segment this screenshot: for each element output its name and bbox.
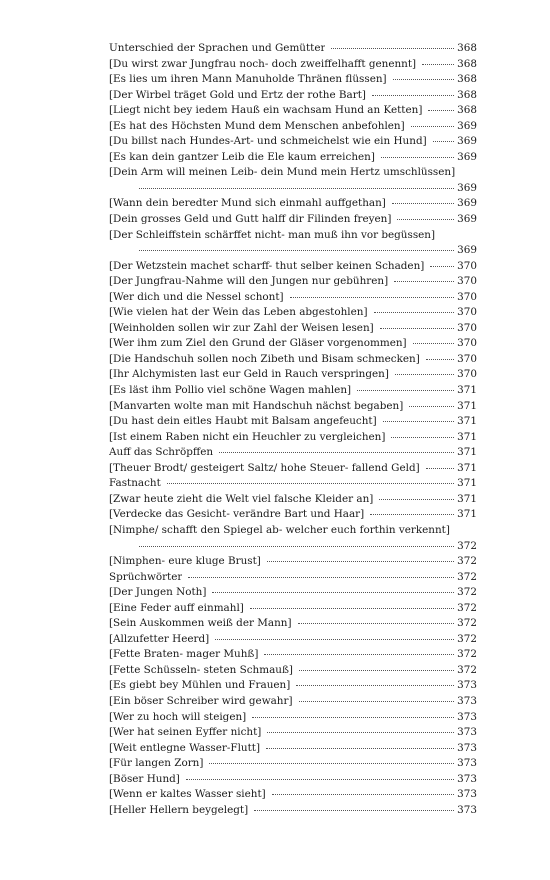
toc-entry-title: [Böser Hund] [109,772,180,785]
toc-entry [109,414,477,430]
toc-entry [109,57,477,73]
toc-entry-title: Unterschied der Sprachen und Gemütter [109,42,326,54]
toc-entry-title: [Der Wetzstein machet scharff- thut selber keinen Schaden] [109,259,425,272]
toc-entry-page: 372 [457,570,477,583]
toc-entry-page: 373 [457,772,477,785]
dot-leader [426,359,454,360]
toc-entry-title: [Liegt nicht bey iedem Hauß ein wachsam Hund an Ketten] [109,104,423,117]
dot-leader [372,95,454,96]
dot-leader [252,717,454,718]
dot-leader [422,64,454,65]
toc-entry [109,601,477,617]
toc-entry-page: 369 [457,244,477,257]
toc-entry-page: 371 [457,461,477,474]
dot-leader [395,374,454,375]
toc-entry-page: 373 [457,757,477,770]
dot-leader [254,810,454,811]
toc-entry-title: [Der Jungen Noth] [109,586,207,599]
toc-entry-title: [Dein Arm will meinen Leib- dein Mund mein Hertz umschlüssen] [109,166,456,179]
dot-leader [383,421,455,422]
toc-entry [109,772,477,788]
toc-entry [109,41,477,57]
dot-leader [219,452,454,453]
toc-entry-page: 370 [457,290,477,303]
toc-entry [109,134,477,150]
dot-leader [430,266,454,267]
toc-entry-title: Sprüchwörter [109,570,183,583]
toc-entry-page: 369 [457,181,477,194]
toc-entry [109,554,477,570]
toc-entry-title: [Es läst ihm Pollio viel schöne Wagen mahlen] [109,384,352,397]
toc-entry-title: [Wer zu hoch will steigen] [109,710,247,723]
toc-entry-title: [Zwar heute zieht die Welt viel falsche Kleider an] [109,492,374,505]
toc-entry [109,803,477,819]
toc-entry-title: [Verdecke das Gesicht- verändre Bart und Haar] [109,508,365,521]
toc-entry [109,476,477,492]
toc-entry [109,678,477,694]
dot-leader [272,794,454,795]
toc-entry-title: [Weinholden sollen wir zur Zahl der Weisen lesen] [109,321,374,334]
toc-entry-page: 370 [457,321,477,334]
dot-leader [296,685,454,686]
toc-entry-page: 371 [457,446,477,459]
toc-entry-title: [Du wirst zwar Jungfrau noch- doch zweiffelhafft genennt] [109,57,417,70]
toc-entry [109,523,477,554]
toc-entry-page: 371 [457,384,477,397]
toc-entry-page: 373 [457,803,477,816]
toc-entry-title: [Eine Feder auff einmahl] [109,601,244,614]
dot-leader [381,157,454,158]
dot-leader [139,546,454,547]
toc-entry-title: [Ein böser Schreiber wird gewahr] [109,694,293,707]
toc-entry-title: [Die Handschuh sollen noch Zibeth und Bisam schmecken] [109,352,420,365]
toc-entry-title: [Theuer Brodt/ gesteigert Saltz/ hohe Steuer- fallend Geld] [109,461,420,474]
dot-leader [392,203,454,204]
dot-leader [391,437,454,438]
dot-leader [397,219,454,220]
toc-entry-page: 372 [457,539,477,552]
toc-entry-title: [Es kan dein gantzer Leib die Ele kaum erreichen] [109,150,375,163]
dot-leader [426,468,454,469]
toc-entry-page: 373 [457,788,477,801]
toc-entry [109,399,477,415]
dot-leader [139,250,454,251]
dot-leader [428,110,454,111]
dot-leader [298,623,455,624]
toc-entry-page: 370 [457,337,477,350]
toc-entry-page: 371 [457,508,477,521]
dot-leader [267,732,454,733]
dot-leader [380,328,454,329]
toc-entry-title: [Wer hat seinen Eyffer nicht] [109,726,262,739]
toc-entry [109,430,477,446]
toc-entry-page: 372 [457,663,477,676]
toc-entry-page: 369 [457,213,477,226]
toc-entry [109,352,477,368]
toc-entry-page: 373 [457,694,477,707]
toc-entry-title: [Es hat des Höchsten Mund dem Menschen anbefohlen] [109,119,405,132]
toc-entry-title: [Manvarten wolte man mit Handschuh nächst begaben] [109,399,404,412]
dot-leader [167,483,454,484]
toc-entry [109,725,477,741]
toc-entry-title: [Fette Schüsseln- steten Schmauß] [109,663,293,676]
dot-leader [413,343,455,344]
toc-entry-title: [Wann dein beredter Mund sich einmahl auffgethan] [109,197,386,210]
dot-leader [267,561,454,562]
toc-entry [109,336,477,352]
toc-entry [109,72,477,88]
dot-leader [299,701,455,702]
toc-entry [109,103,477,119]
toc-entry-page: 373 [457,679,477,692]
toc-entry [109,787,477,803]
dot-leader [394,281,454,282]
toc-entry [109,274,477,290]
toc-entry [109,321,477,337]
toc-entry-page: 369 [457,119,477,132]
dot-leader [188,577,454,578]
toc-entry-title: [Nimphen- eure kluge Brust] [109,555,261,568]
toc-entry [109,461,477,477]
toc-entry [109,196,477,212]
toc-entry-title: [Ist einem Raben nicht ein Heuchler zu vergleichen] [109,430,386,443]
dot-leader [209,763,454,764]
toc-entry-title: [Der Jungfrau-Nahme will den Jungen nur gebühren] [109,275,389,288]
toc-entry-title: [Nimphe/ schafft den Spiegel ab- welcher euch forthin verkennt] [109,523,450,536]
toc-entry-page: 368 [457,57,477,70]
toc-entry [109,570,477,586]
toc-entry-page: 373 [457,710,477,723]
toc-entry [109,367,477,383]
toc-entry-page: 370 [457,259,477,272]
toc-entry-page: 373 [457,741,477,754]
toc-entry-page: 371 [457,399,477,412]
toc-entry-page: 373 [457,726,477,739]
toc-entry-page: 372 [457,555,477,568]
toc-entry-page: 372 [457,601,477,614]
toc-entry [109,632,477,648]
toc-entry [109,150,477,166]
toc-entry-title: [Wie vielen hat der Wein das Leben abgestohlen] [109,306,368,319]
toc-entry-title: [Heller Hellern beygelegt] [109,803,249,816]
table-of-contents [109,41,477,818]
dot-leader [139,188,454,189]
toc-entry-page: 371 [457,492,477,505]
toc-entry-title: [Es lies um ihren Mann Manuholde Thränen flüssen] [109,73,387,86]
toc-entry [109,228,477,259]
toc-entry-title: [Fette Braten- mager Muhß] [109,648,259,661]
toc-entry-page: 368 [457,88,477,101]
toc-entry-title: [Es giebt bey Mühlen und Frauen] [109,679,291,692]
toc-entry [109,741,477,757]
toc-entry-title: [Für langen Zorn] [109,757,204,770]
toc-entry-page: 372 [457,617,477,630]
dot-leader [411,126,455,127]
toc-entry-page: 369 [457,135,477,148]
dot-leader [393,79,455,80]
toc-entry [109,507,477,523]
toc-entry-title: Fastnacht [109,477,161,490]
toc-entry-title: [Du hast dein eitles Haubt mit Balsam angefeucht] [109,415,377,428]
toc-entry-page: 368 [457,42,477,54]
dot-leader [374,312,455,313]
dot-leader [433,141,455,142]
toc-entry [109,165,477,196]
toc-entry-title: [Der Schleiffstein schärffet nicht- man muß ihn vor begüssen] [109,228,436,241]
toc-entry-page: 368 [457,104,477,117]
dot-leader [357,390,454,391]
toc-entry [109,119,477,135]
toc-entry-page: 370 [457,352,477,365]
toc-entry [109,663,477,679]
dot-leader [379,499,454,500]
toc-entry-title: [Der Wirbel träget Gold und Ertz der rothe Bart] [109,88,366,101]
toc-entry [109,305,477,321]
toc-entry-title: Auff das Schröpffen [109,446,214,459]
toc-entry-page: 371 [457,415,477,428]
toc-entry-title: [Du billst nach Hundes-Art- und schmeichelst wie ein Hund] [109,135,427,148]
dot-leader [212,592,454,593]
toc-entry-page: 371 [457,477,477,490]
toc-entry-page: 370 [457,275,477,288]
toc-entry-title: [Wenn er kaltes Wasser sieht] [109,788,266,801]
toc-entry [109,756,477,772]
toc-entry-page: 369 [457,150,477,163]
toc-entry [109,290,477,306]
dot-leader [409,406,454,407]
dot-leader [186,779,454,780]
toc-entry-page: 368 [457,73,477,86]
toc-entry-page: 372 [457,648,477,661]
toc-entry [109,259,477,275]
toc-entry [109,694,477,710]
dot-leader [331,48,454,49]
toc-entry [109,383,477,399]
toc-entry-page: 370 [457,306,477,319]
toc-entry-page: 372 [457,586,477,599]
dot-leader [370,514,454,515]
dot-leader [215,639,454,640]
toc-entry-title: [Ihr Alchymisten last eur Geld in Rauch verspringen] [109,368,389,381]
toc-entry [109,88,477,104]
toc-entry [109,616,477,632]
dot-leader [290,297,455,298]
toc-entry-title: [Allzufetter Heerd] [109,632,210,645]
toc-entry-page: 370 [457,368,477,381]
toc-entry-title: [Dein grosses Geld und Gutt halff dir Filinden freyen] [109,213,392,226]
dot-leader [250,608,454,609]
dot-leader [266,748,454,749]
toc-entry [109,212,477,228]
toc-entry [109,710,477,726]
dot-leader [264,654,454,655]
toc-entry [109,445,477,461]
toc-entry-page: 372 [457,632,477,645]
dot-leader [299,670,454,671]
toc-entry-title: [Sein Auskommen weiß der Mann] [109,617,292,630]
toc-entry-page: 369 [457,197,477,210]
toc-entry-title: [Wer dich und die Nessel schont] [109,290,284,303]
toc-entry-title: [Weit entlegne Wasser-Flutt] [109,741,261,754]
toc-entry [109,492,477,508]
toc-entry-page: 371 [457,430,477,443]
toc-entry [109,647,477,663]
toc-entry-title: [Wer ihm zum Ziel den Grund der Gläser vorgenommen] [109,337,407,350]
toc-entry [109,585,477,601]
